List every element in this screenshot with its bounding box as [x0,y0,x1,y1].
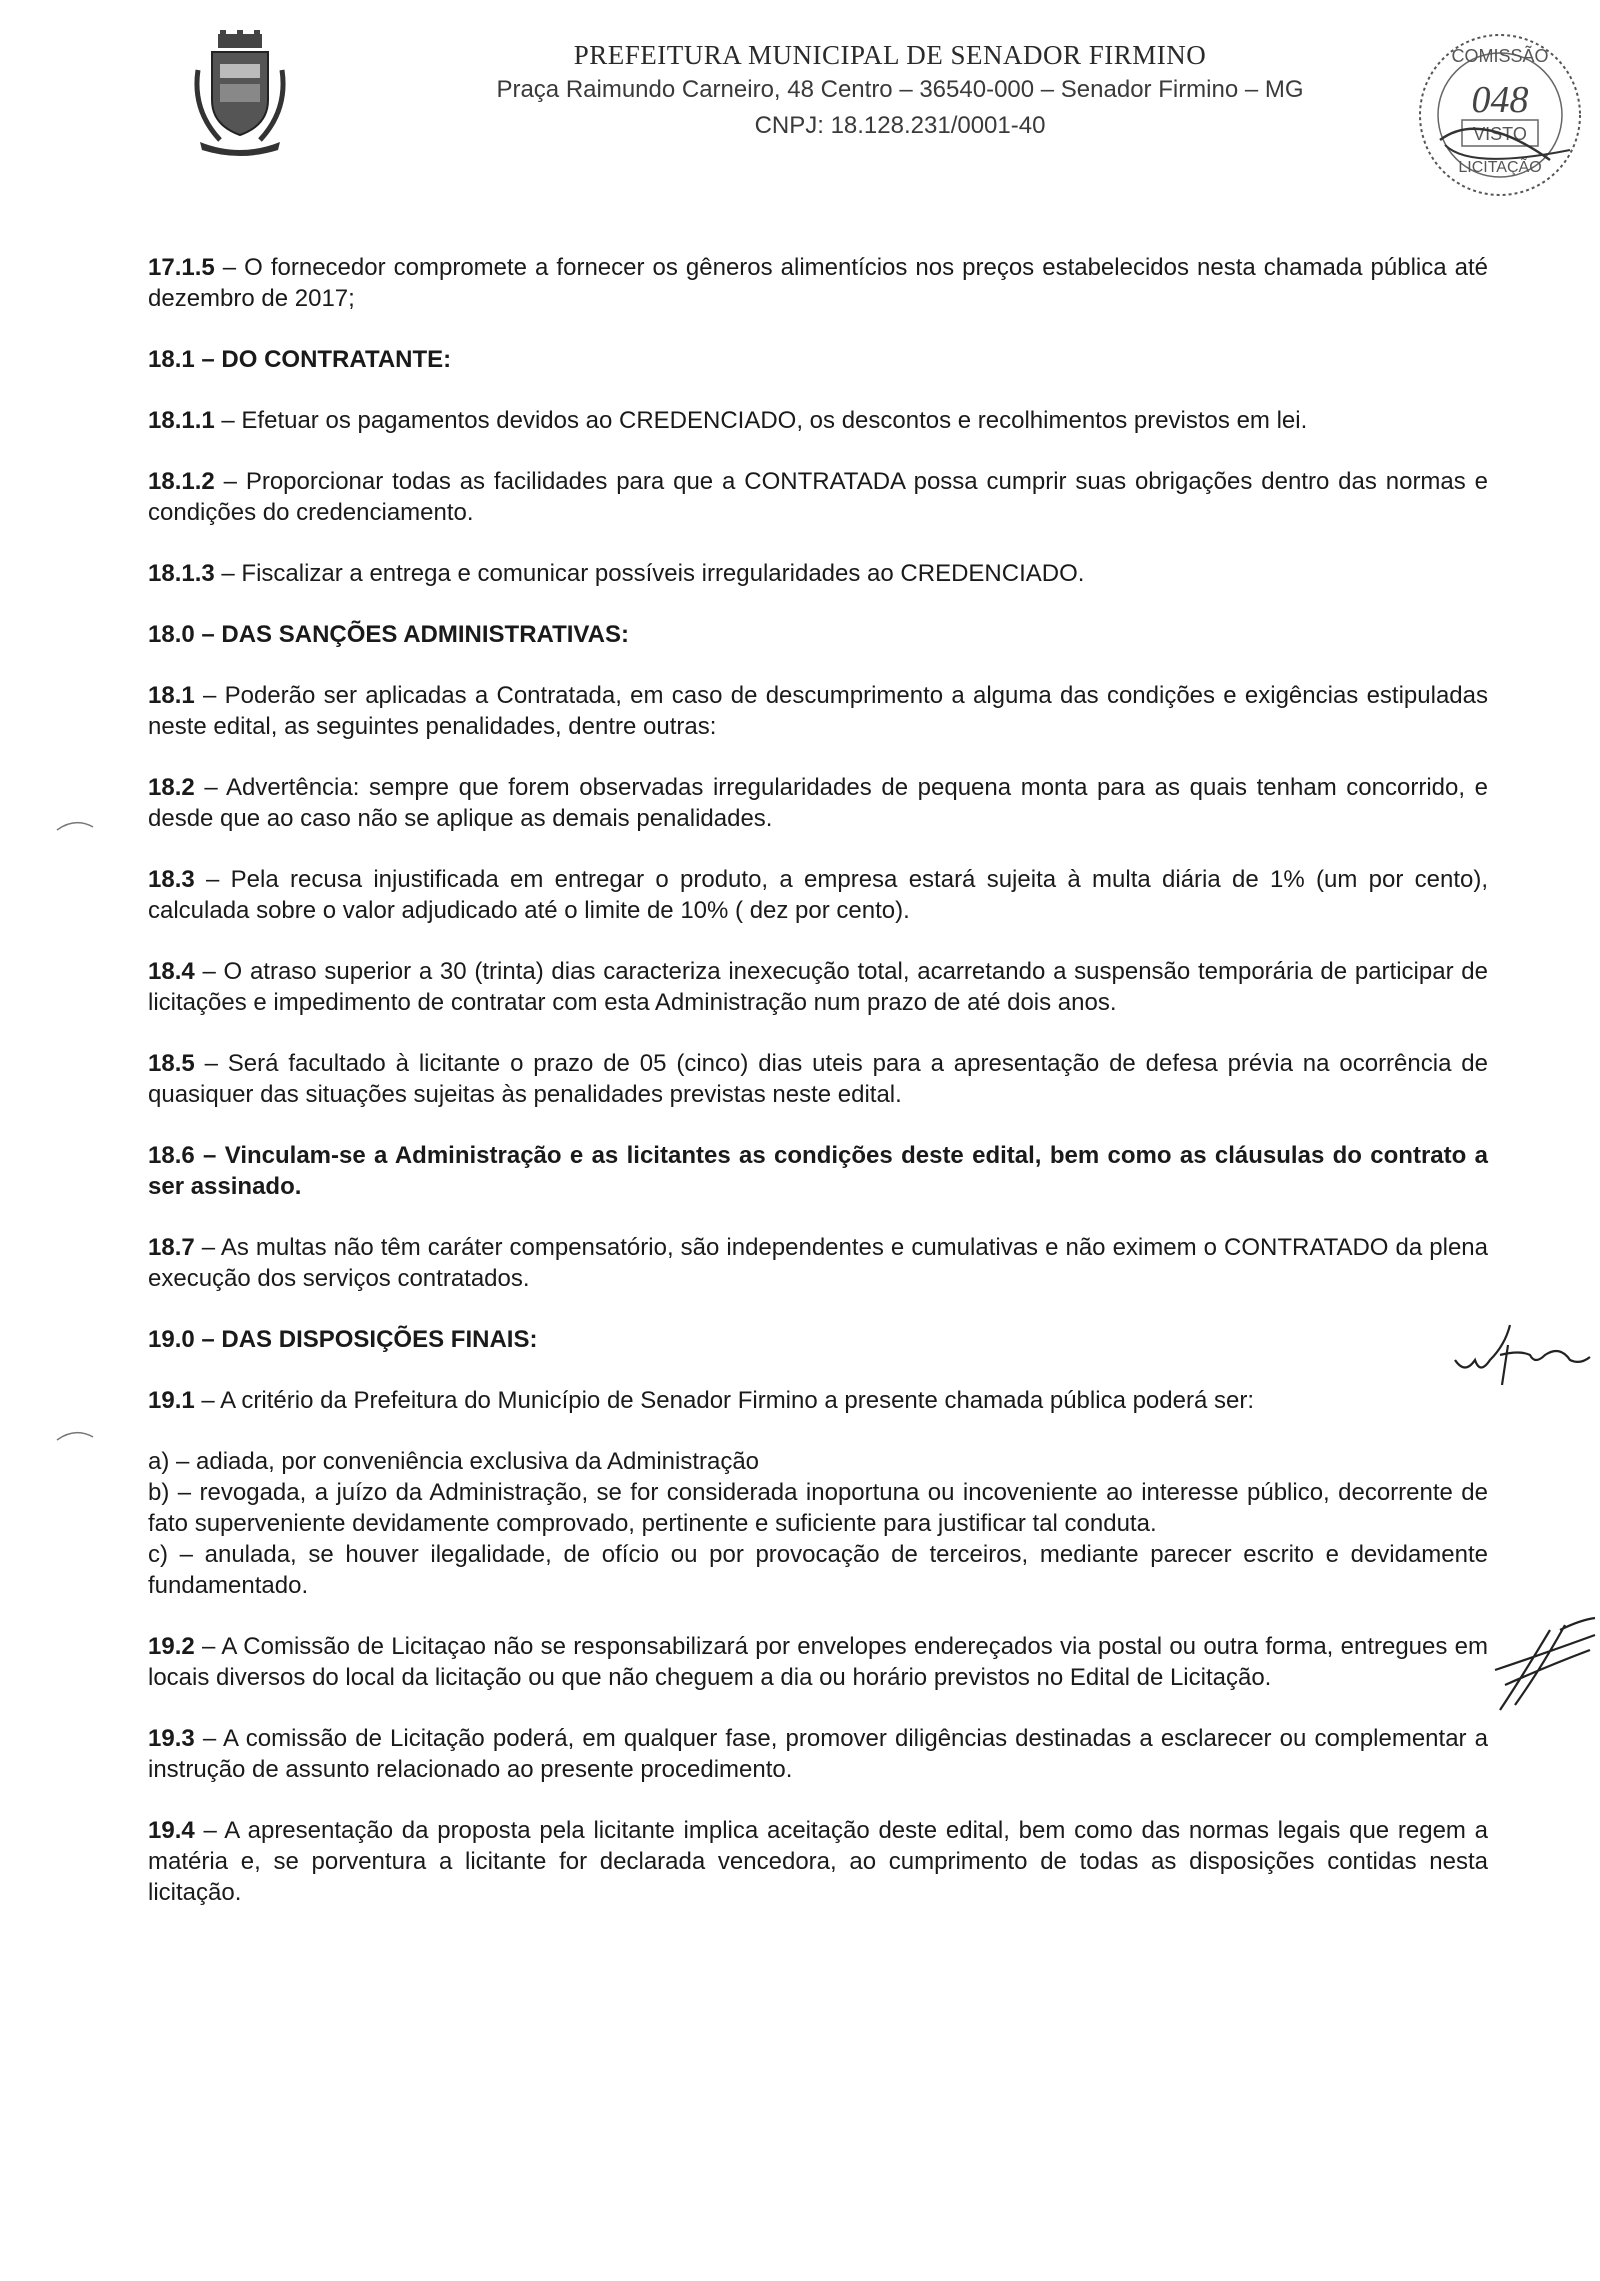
clause-18-1-3 [148,558,1488,589]
clause-18-6 [148,1140,1488,1202]
clause-18-1-2 [148,466,1488,528]
handwritten-initials [1450,1315,1600,1395]
clause-number: 19.2 [148,1633,195,1660]
option-item: c) – anulada, se houver ilegalidade, de ofício ou por provocação de terceiros, mediante parecer escrito e devidamente fundamentado. [148,1541,1488,1599]
clause-18-5 [148,1048,1488,1110]
option-item: a) – adiada, por conveniência exclusiva da Administração [148,1448,760,1475]
clause-text: – A Comissão de Licitaçao não se responsabilizará por envelopes endereçados via postal ou outra forma, entregues em locais diversos do local da licitação ou que não cheguem a dia ou horário previstos no Edital de Licitação. [148,1633,1488,1691]
clause-18-1-1 [148,405,1488,436]
clause-text: – Fiscalizar a entrega e comunicar possíveis irregularidades ao CREDENCIADO. [214,560,1085,587]
section-heading-disposicoes: 19.0 – DAS DISPOSIÇÕES FINAIS: [148,1326,538,1353]
margin-mark [55,1425,95,1445]
clause-19-3 [148,1723,1488,1785]
clause-number: 18.7 [148,1234,195,1261]
clause-number: 18.1.2 [148,468,215,495]
municipality-title: PREFEITURA MUNICIPAL DE SENADOR FIRMINO [573,40,1207,70]
stamp-number: 048 [1471,79,1529,121]
clause-number: 18.1.1 [148,407,215,434]
clause-text: – A critério da Prefeitura do Município de Senador Firmino a presente chamada pública poderá ser: [194,1387,1254,1414]
clause-19-1-options [148,1446,1488,1601]
clause-18-1 [148,680,1488,742]
clause-17-1-5 [148,252,1488,314]
margin-mark [55,815,95,835]
clause-19-1 [148,1385,1488,1416]
clause-number: 18.3 [148,866,195,893]
clause-number: 18.4 [148,958,195,985]
clause-text: – Proporcionar todas as facilidades para que a CONTRATADA possa cumprir suas obrigações dentro das normas e condições do credenciamento. [148,468,1488,526]
clause-number: 18.2 [148,774,195,801]
municipality-cnpj: CNPJ: 18.128.231/0001-40 [754,112,1046,139]
document-body [148,252,1488,1938]
stamp-middle-text: VISTO [1473,124,1527,144]
clause-text: – A apresentação da proposta pela licitante implica aceitação deste edital, bem como das normas legais que regem a matéria e, se porventura a licitante for declarada vencedora, ao cumprimento de todas as disposições contidas nesta licitação. [148,1817,1488,1906]
stamp-top-text: COMISSÃO [1451,46,1549,66]
clause-18-7 [148,1232,1488,1294]
clause-text: – O atraso superior a 30 (trinta) dias caracteriza inexecução total, acarretando a suspensão temporária de participar de licitações e impedimento de contratar com esta Administração num prazo de até dois anos. [148,958,1488,1016]
section-heading-sancoes: 18.0 – DAS SANÇÕES ADMINISTRATIVAS: [148,621,629,648]
clause-18-3 [148,864,1488,926]
option-item: b) – revogada, a juízo da Administração, se for considerada inoportuna ou incoveniente ao interesse público, decorrente de fato superveniente devidamente comprovado, pertinente e suficiente para justificar tal conduta. [148,1479,1488,1537]
clause-text: – O fornecedor compromete a fornecer os gêneros alimentícios nos preços estabelecidos nesta chamada pública até dezembro de 2017; [148,254,1488,312]
clause-number: 19.4 [148,1817,195,1844]
municipal-crest-icon [190,30,290,160]
clause-text: – Vinculam-se a Administração e as licitantes as condições deste edital, bem como as cláusulas do contrato a ser assinado. [148,1142,1488,1200]
clause-19-2 [148,1631,1488,1693]
clause-19-4 [148,1815,1488,1908]
clause-text: – Advertência: sempre que forem observadas irregularidades de pequena monta para as quais tenham concorrido, e desde que ao caso não se aplique as demais penalidades. [148,774,1488,832]
municipality-address: Praça Raimundo Carneiro, 48 Centro – 36540-000 – Senador Firmino – MG [496,76,1304,103]
clause-number: 18.6 [148,1142,195,1169]
clause-number: 17.1.5 [148,254,215,281]
clause-number: 18.5 [148,1050,195,1077]
clause-number: 19.3 [148,1725,195,1752]
clause-18-4 [148,956,1488,1018]
stamp-bottom-text: LICITAÇÃO [1458,159,1542,176]
clause-text: – A comissão de Licitação poderá, em qualquer fase, promover diligências destinadas a esclarecer ou complementar a instrução de assunto relacionado ao presente procedimento. [148,1725,1488,1783]
clause-text: – Será facultado à licitante o prazo de 05 (cinco) dias uteis para a apresentação de defesa prévia na ocorrência de quasiquer das situações sujeitas às penalidades previstas neste edital. [148,1050,1488,1108]
clause-18-2 [148,772,1488,834]
clause-text: – As multas não têm caráter compensatório, são independentes e cumulativas e não eximem o CONTRATADO da plena execução dos serviços contratados. [148,1234,1488,1292]
committee-stamp [1400,20,1600,210]
clause-text: – Pela recusa injustificada em entregar o produto, a empresa estará sujeita à multa diária de 1% (um por cento), calculada sobre o valor adjudicado até o limite de 10% ( dez por cento). [148,866,1488,924]
section-heading-contratante: 18.1 – DO CONTRATANTE: [148,346,452,373]
clause-number: 19.1 [148,1387,195,1414]
clause-number: 18.1 [148,682,195,709]
clause-text: – Poderão ser aplicadas a Contratada, em caso de descumprimento a alguma das condições e exigências estipuladas neste edital, as seguintes penalidades, dentre outras: [148,682,1488,740]
clause-number: 18.1.3 [148,560,215,587]
handwritten-signature [1490,1610,1600,1720]
clause-text: – Efetuar os pagamentos devidos ao CREDENCIADO, os descontos e recolhimentos previstos em lei. [214,407,1308,434]
